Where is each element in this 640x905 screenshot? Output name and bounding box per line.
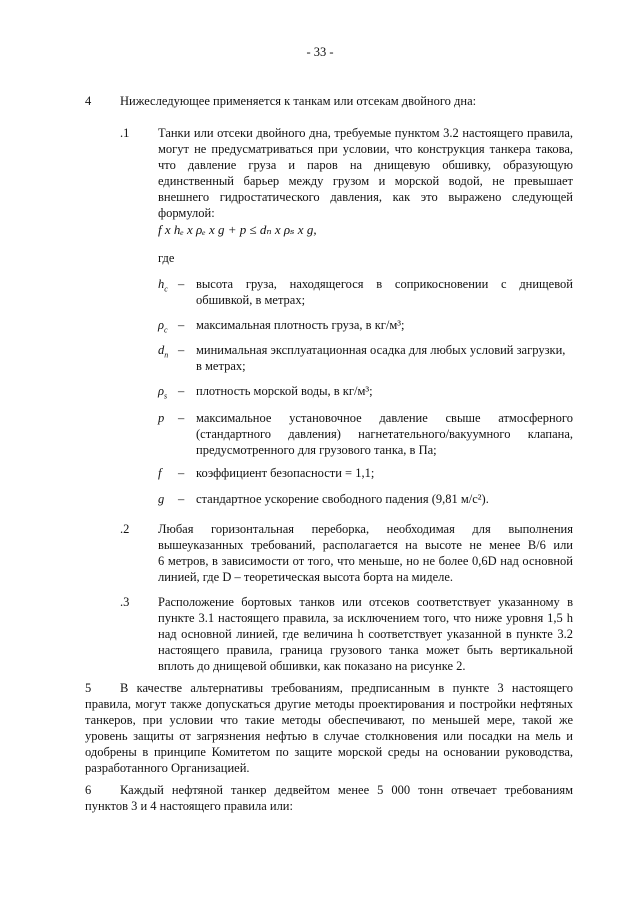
definition-text: коэффициент безопасности = 1,1; <box>196 466 375 480</box>
definition-text: минимальная эксплуатационная осадка для любых условий загрузки, в метрах; <box>196 343 566 373</box>
text-line: внешнего гидростатического давления, как это выражено следующей <box>158 190 573 204</box>
definition-h-c: $h_c$ <box>158 277 168 294</box>
formula: f x hₑ x ρₑ x g + p ≤ dₙ x ρₛ x g, <box>158 222 317 237</box>
definition-f: f <box>158 466 162 480</box>
subparagraph-3-number: .3 <box>120 595 130 609</box>
where-label: где <box>158 251 175 265</box>
subparagraph-3-text: Расположение бортовых танков или отсеков соответствует указанному в пункте 3.1 настоящего правила, за исключением того, что ниже уровня 1,5 h над основной линией, где величина h соответствует указанной в пункте 3.2 настоящего правила, граница грузового танка может быть вертикальной вплоть до днищевой обшивки, как показано на рисунке 2. <box>158 595 573 673</box>
definition-text: максимальное установочное давление свыше атмосферного (стандартного давления) нагнетательного/вакуумного клапана, предусмотренного для грузового танка, в Па; <box>196 411 573 457</box>
text-line: что давление груза и паров на днищевую обшивку, образующую <box>158 158 573 172</box>
definition-text: высота груза, находящегося в соприкосновении с днищевой обшивкой, в метрах; <box>196 277 573 307</box>
text-line: Танки или отсеки двойного дна, требуемые пунктом 3.2 настоящего правила, <box>158 126 573 140</box>
definition-p: p <box>158 411 165 425</box>
paragraph-6-number: 6 <box>85 783 92 797</box>
definition-dash: – <box>178 318 185 332</box>
page-number: - 33 - <box>306 45 334 59</box>
definition-text: максимальная плотность груза, в кг/м³; <box>196 318 405 332</box>
text-line: единственный барьер между грузом и морской водой, не превышает <box>158 174 573 188</box>
definition-dash: – <box>178 466 185 480</box>
definition-text: плотность морской воды, в кг/м³; <box>196 384 373 398</box>
subparagraph-1-text <box>158 125 573 221</box>
subparagraph-1-number: .1 <box>120 126 130 140</box>
text-line: могут не предусматриваться при условии, что конструкция танкера такова, <box>158 142 573 156</box>
definition-dash: – <box>178 492 185 506</box>
definition-dash: – <box>178 277 185 291</box>
definition-g: g <box>158 492 165 506</box>
paragraph-5-number: 5 <box>85 681 92 695</box>
definition-rho-c: $\rho_c$ <box>158 318 168 335</box>
text-line: формулой: <box>158 206 215 220</box>
definition-dash: – <box>178 384 185 398</box>
subparagraph-2-text: Любая горизонтальная переборка, необходимая для выполнения вышеуказанных требований, располагается на высоте не менее B/6 или 6 метров, в зависимости от того, что меньше, но не более 0,6D над основной линией, где D – теоретическая высота борта на миделе. <box>158 522 573 584</box>
subparagraph-2-number: .2 <box>120 522 130 536</box>
definition-rho-s: $\rho_s$ <box>158 384 168 401</box>
definition-dash: – <box>178 343 185 357</box>
paragraph-6-text: Каждый нефтяной танкер дедвейтом менее 5 000 тонн отвечает требованиям пунктов 3 и 4 настоящего правила или: <box>85 783 573 813</box>
paragraph-5-text: В качестве альтернативы требованиям, предписанным в пункте 3 настоящего правила, могут также допускаться другие методы проектирования и постройки нефтяных танкеров, при условии что такие методы обеспечивают, по меньшей мере, такой же уровень защиты от загрязнения нефтью в случае столкновения или посадки на мель и одобрены в принципе Комитетом по защите морской среды на основании руководства, разработанного Организацией. <box>85 681 573 775</box>
definition-d-n: $d_n$ <box>158 343 169 360</box>
paragraph-4-number: 4 <box>85 94 92 108</box>
definition-text: стандартное ускорение свободного падения (9,81 м/с²). <box>196 492 489 506</box>
symbol: h <box>158 277 165 291</box>
definition-dash: – <box>178 411 185 425</box>
paragraph-4-text: Нижеследующее применяется к танкам или отсекам двойного дна: <box>120 94 477 108</box>
